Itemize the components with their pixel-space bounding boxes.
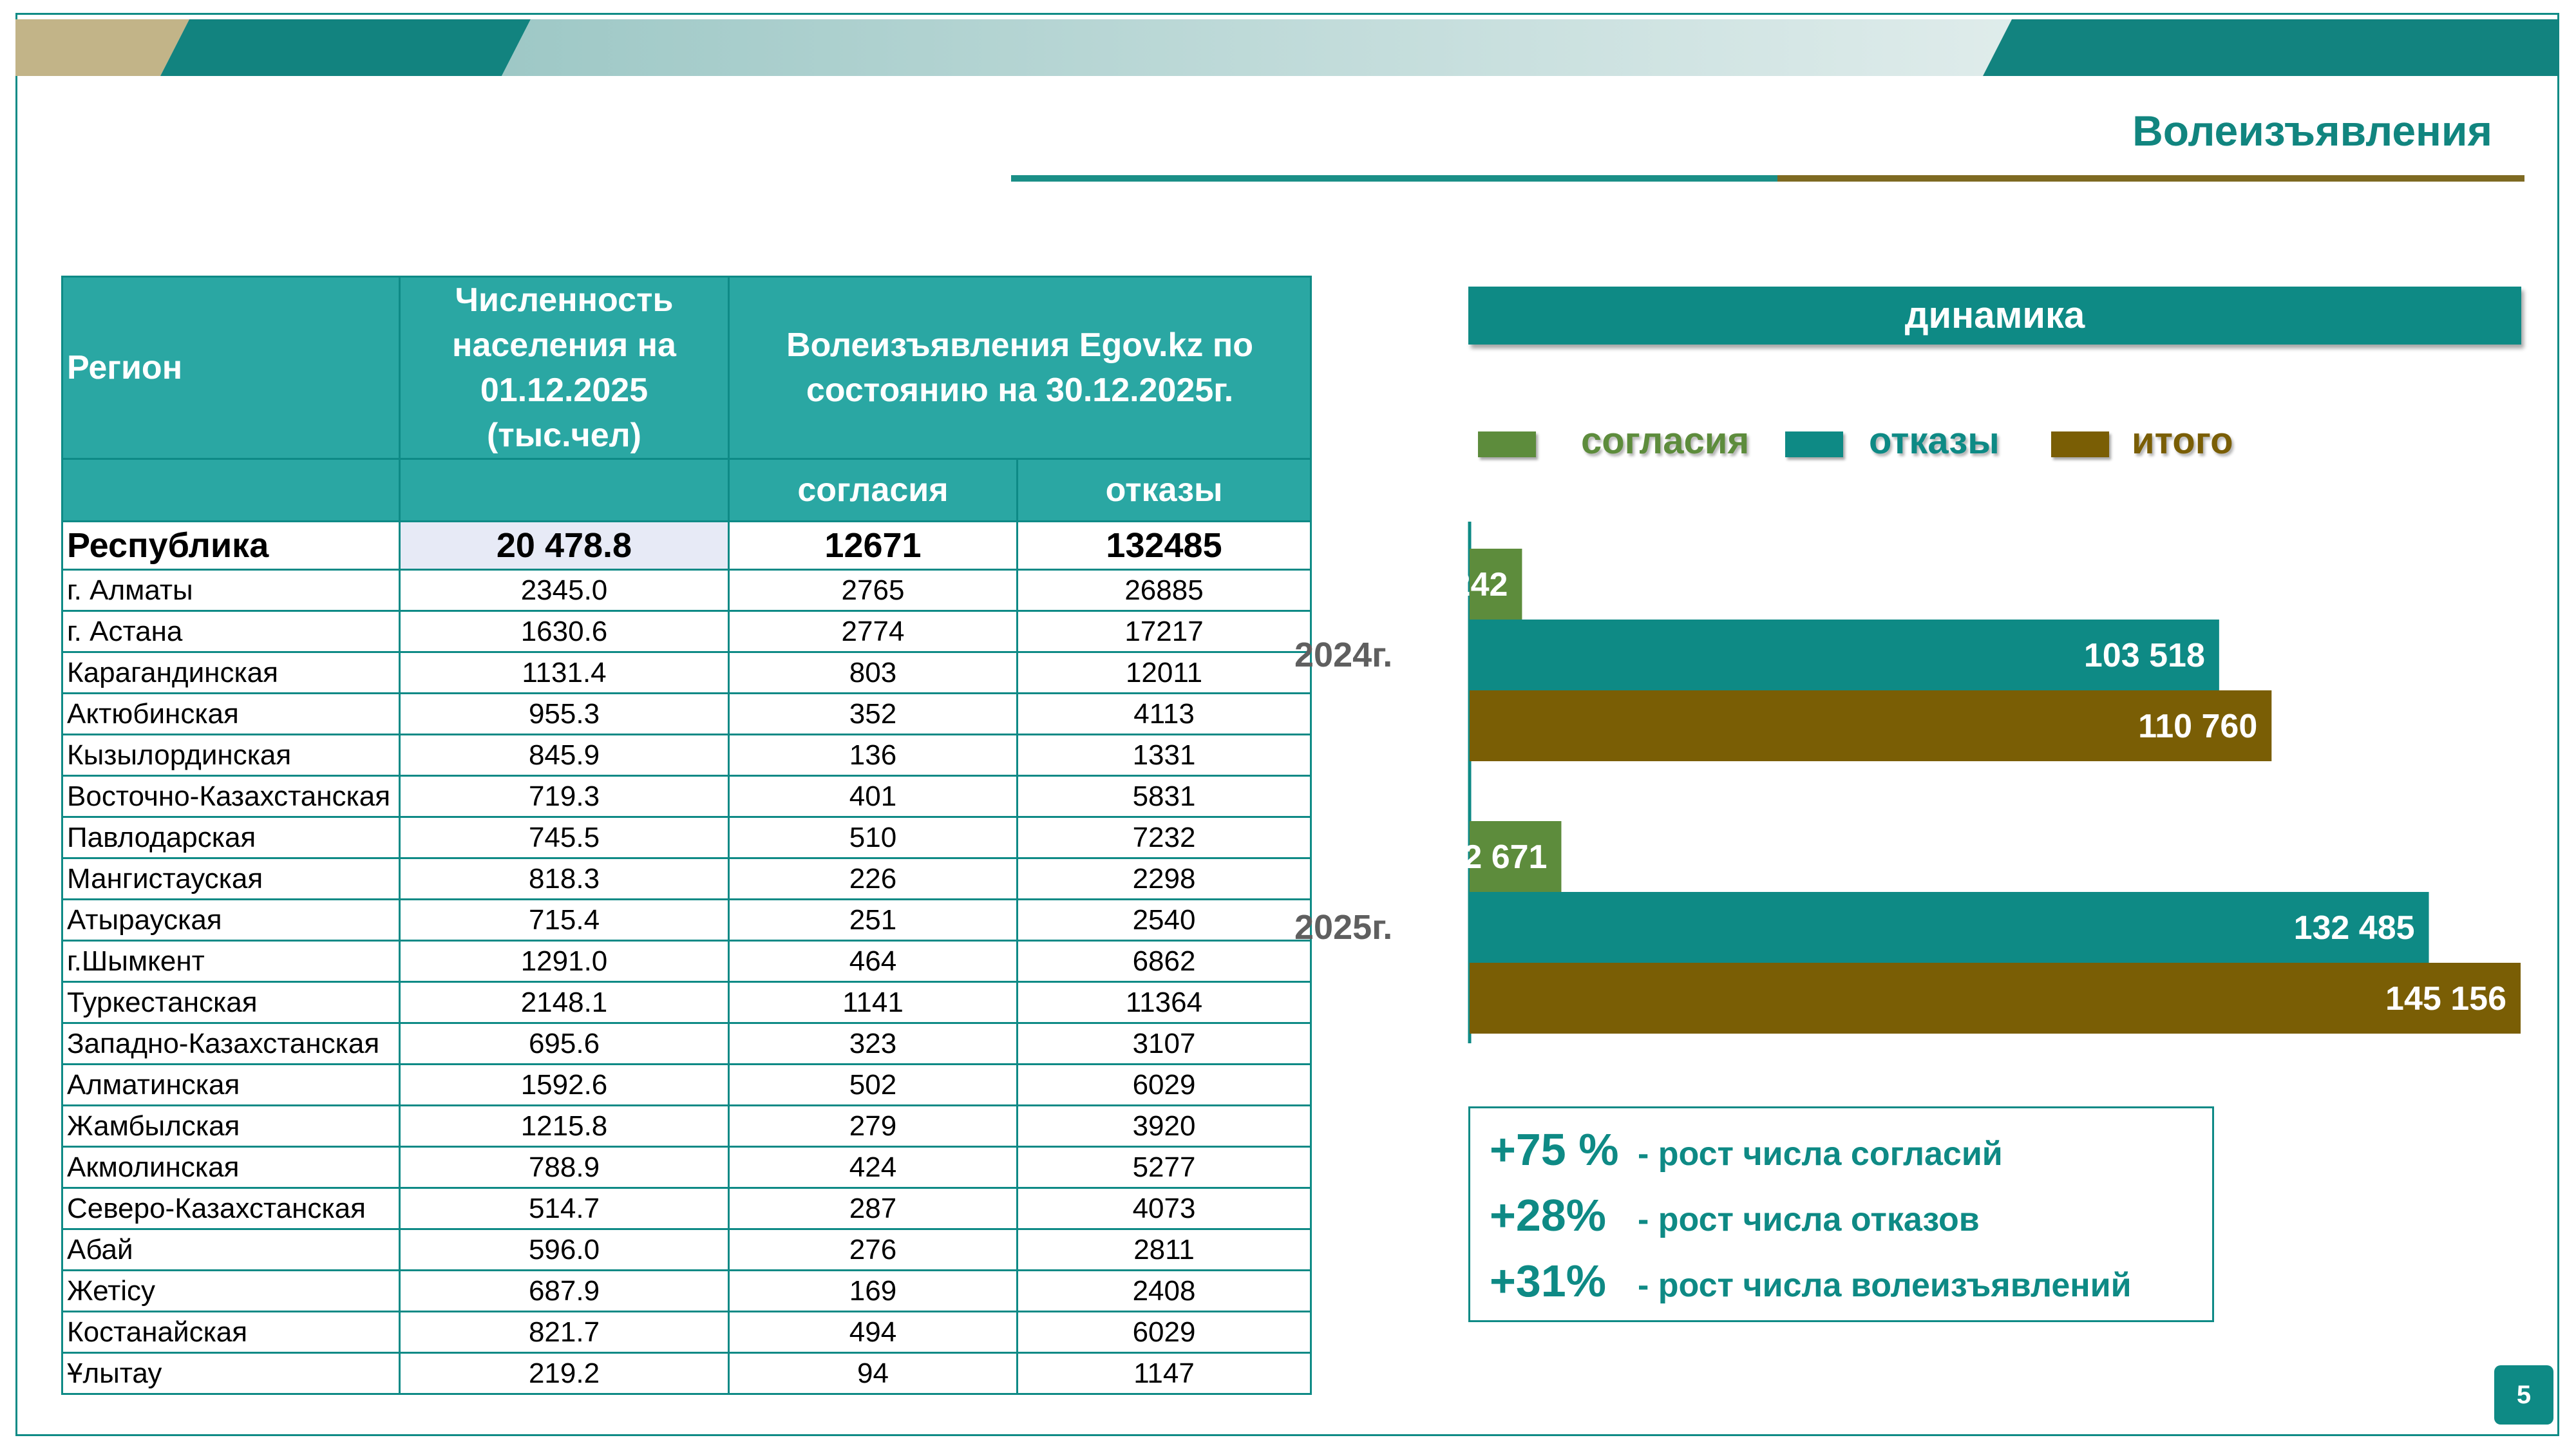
cell-agree: 401: [729, 776, 1018, 817]
table-row: [62, 1065, 1311, 1106]
table-row: [62, 570, 1311, 611]
growth-summary: [1468, 1106, 2214, 1322]
cell-population: 695.6: [400, 1023, 729, 1065]
cell-refuse: 4113: [1018, 694, 1311, 735]
growth-pct: +31%: [1490, 1256, 1606, 1306]
cell-population: 2148.1: [400, 982, 729, 1023]
cell-refuse: 6862: [1018, 941, 1311, 982]
cell-refuse: 3920: [1018, 1106, 1311, 1147]
bar-chart: [1288, 509, 2544, 1069]
cell-population: 514.7: [400, 1188, 729, 1229]
cell-agree: 136: [729, 735, 1018, 776]
cell-agree: 94: [729, 1353, 1018, 1394]
bar-label: 145 156: [2385, 980, 2506, 1018]
cell-agree: 352: [729, 694, 1018, 735]
title-underline: [1011, 175, 2524, 182]
cell-population: 2345.0: [400, 570, 729, 611]
header-region: Регион: [62, 277, 400, 459]
cell-region: Павлодарская: [62, 817, 400, 858]
cell-region: Атырауская: [62, 900, 400, 941]
cell-agree: 803: [729, 652, 1018, 694]
category-label: 2025г.: [1294, 908, 1393, 947]
cell-refuse: 7232: [1018, 817, 1311, 858]
legend-swatch-agree: [1478, 431, 1536, 457]
growth-text: - рост числа согласий: [1638, 1135, 2003, 1173]
header-population: Численность населения на 01.12.2025 (тыс.чел): [400, 277, 729, 459]
total-population: 20 478.8: [400, 522, 729, 570]
table-row: [62, 1023, 1311, 1065]
table-row: [62, 982, 1311, 1023]
cell-refuse: 17217: [1018, 611, 1311, 652]
bar-refuse-1: [1470, 892, 2429, 963]
cell-refuse: 2408: [1018, 1271, 1311, 1312]
bar-label: 103 518: [2083, 637, 2205, 674]
cell-agree: 287: [729, 1188, 1018, 1229]
bar-total-1: [1470, 963, 2521, 1034]
header-refuse: отказы: [1018, 459, 1311, 522]
cell-region: Алматинская: [62, 1065, 400, 1106]
header-egov: Волеизъявления Egov.kz по состоянию на 30.12.2025г.: [729, 277, 1311, 459]
cell-population: 818.3: [400, 858, 729, 900]
cell-population: 715.4: [400, 900, 729, 941]
region-table: [61, 276, 1312, 1395]
total-refuse: 132485: [1018, 522, 1311, 570]
cell-region: Жетісу: [62, 1271, 400, 1312]
cell-population: 687.9: [400, 1271, 729, 1312]
table-row: [62, 817, 1311, 858]
cell-region: Жамбылская: [62, 1106, 400, 1147]
table-row: [62, 1312, 1311, 1353]
table-row: [62, 735, 1311, 776]
top-banner: [15, 19, 2559, 76]
cell-agree: 169: [729, 1271, 1018, 1312]
table-row: [62, 1353, 1311, 1394]
cell-region: Костанайская: [62, 1312, 400, 1353]
bar-label: 7 242: [1424, 566, 1508, 603]
growth-pct: +75 %: [1490, 1124, 1619, 1175]
table-row: [62, 858, 1311, 900]
cell-refuse: 6029: [1018, 1065, 1311, 1106]
legend-label-total: итого: [2132, 420, 2233, 462]
cell-agree: 2774: [729, 611, 1018, 652]
legend-item-agree: [1478, 419, 1748, 464]
table-row: [62, 941, 1311, 982]
table-row: [62, 1229, 1311, 1271]
cell-population: 745.5: [400, 817, 729, 858]
cell-population: 788.9: [400, 1147, 729, 1188]
cell-agree: 251: [729, 900, 1018, 941]
cell-agree: 276: [729, 1229, 1018, 1271]
bar-label: 110 760: [2138, 708, 2258, 745]
header-blank: [62, 459, 400, 522]
bar-label: 12 671: [1444, 838, 1548, 876]
total-agree: 12671: [729, 522, 1018, 570]
cell-agree: 510: [729, 817, 1018, 858]
cell-region: Северо-Казахстанская: [62, 1188, 400, 1229]
cell-refuse: 4073: [1018, 1188, 1311, 1229]
cell-population: 1291.0: [400, 941, 729, 982]
header-blank: [400, 459, 729, 522]
cell-region: г. Астана: [62, 611, 400, 652]
cell-population: 219.2: [400, 1353, 729, 1394]
table-row: [62, 776, 1311, 817]
table-row: [62, 1271, 1311, 1312]
table-row: [62, 611, 1311, 652]
cell-population: 845.9: [400, 735, 729, 776]
cell-region: Кызылординская: [62, 735, 400, 776]
cell-refuse: 2540: [1018, 900, 1311, 941]
cell-region: Мангистауская: [62, 858, 400, 900]
chart-title: динамика: [1468, 287, 2521, 345]
cell-region: г.Шымкент: [62, 941, 400, 982]
cell-region: Западно-Казахстанская: [62, 1023, 400, 1065]
cell-agree: 464: [729, 941, 1018, 982]
cell-refuse: 12011: [1018, 652, 1311, 694]
cell-refuse: 6029: [1018, 1312, 1311, 1353]
cell-agree: 494: [729, 1312, 1018, 1353]
table-row: [62, 900, 1311, 941]
cell-agree: 2765: [729, 570, 1018, 611]
cell-population: 1630.6: [400, 611, 729, 652]
cell-refuse: 26885: [1018, 570, 1311, 611]
cell-population: 1592.6: [400, 1065, 729, 1106]
legend-label-refuse: отказы: [1869, 420, 2000, 462]
cell-region: Ұлытау: [62, 1353, 400, 1394]
cell-agree: 1141: [729, 982, 1018, 1023]
cell-population: 821.7: [400, 1312, 729, 1353]
cell-refuse: 1331: [1018, 735, 1311, 776]
cell-refuse: 11364: [1018, 982, 1311, 1023]
header-agree: согласия: [729, 459, 1018, 522]
cell-agree: 323: [729, 1023, 1018, 1065]
cell-region: Туркестанская: [62, 982, 400, 1023]
total-region: Республика: [62, 522, 400, 570]
cell-region: г. Алматы: [62, 570, 400, 611]
table-row: [62, 1106, 1311, 1147]
cell-refuse: 5277: [1018, 1147, 1311, 1188]
growth-line-total: [1490, 1255, 2132, 1313]
table-row: [62, 1147, 1311, 1188]
cell-agree: 279: [729, 1106, 1018, 1147]
cell-population: 596.0: [400, 1229, 729, 1271]
growth-pct: +28%: [1490, 1190, 1606, 1240]
cell-agree: 226: [729, 858, 1018, 900]
growth-line-agree: [1490, 1124, 2003, 1182]
legend-item-refuse: [1785, 419, 2011, 464]
cell-population: 1215.8: [400, 1106, 729, 1147]
table-row: [62, 1188, 1311, 1229]
growth-line-refuse: [1490, 1189, 1980, 1247]
growth-text: - рост числа волеизъявлений: [1638, 1267, 2132, 1304]
table-row: [62, 694, 1311, 735]
cell-refuse: 2298: [1018, 858, 1311, 900]
cell-region: Абай: [62, 1229, 400, 1271]
cell-population: 955.3: [400, 694, 729, 735]
category-label: 2024г.: [1294, 636, 1393, 674]
bar-label: 132 485: [2293, 909, 2415, 947]
table-row: [62, 652, 1311, 694]
cell-refuse: 3107: [1018, 1023, 1311, 1065]
cell-refuse: 5831: [1018, 776, 1311, 817]
cell-region: Карагандинская: [62, 652, 400, 694]
cell-region: Акмолинская: [62, 1147, 400, 1188]
total-row: [62, 522, 1311, 570]
cell-population: 1131.4: [400, 652, 729, 694]
legend-swatch-total: [2051, 431, 2109, 457]
legend-label-agree: согласия: [1581, 420, 1750, 462]
growth-text: - рост числа отказов: [1638, 1201, 1980, 1238]
legend-swatch-refuse: [1785, 431, 1843, 457]
page-title: Волеизъявления: [2132, 107, 2492, 155]
page-number: 5: [2494, 1365, 2553, 1425]
cell-refuse: 1147: [1018, 1353, 1311, 1394]
legend-item-total: [2051, 419, 2244, 464]
cell-agree: 502: [729, 1065, 1018, 1106]
cell-population: 719.3: [400, 776, 729, 817]
cell-region: Восточно-Казахстанская: [62, 776, 400, 817]
cell-region: Актюбинская: [62, 694, 400, 735]
cell-agree: 424: [729, 1147, 1018, 1188]
cell-refuse: 2811: [1018, 1229, 1311, 1271]
